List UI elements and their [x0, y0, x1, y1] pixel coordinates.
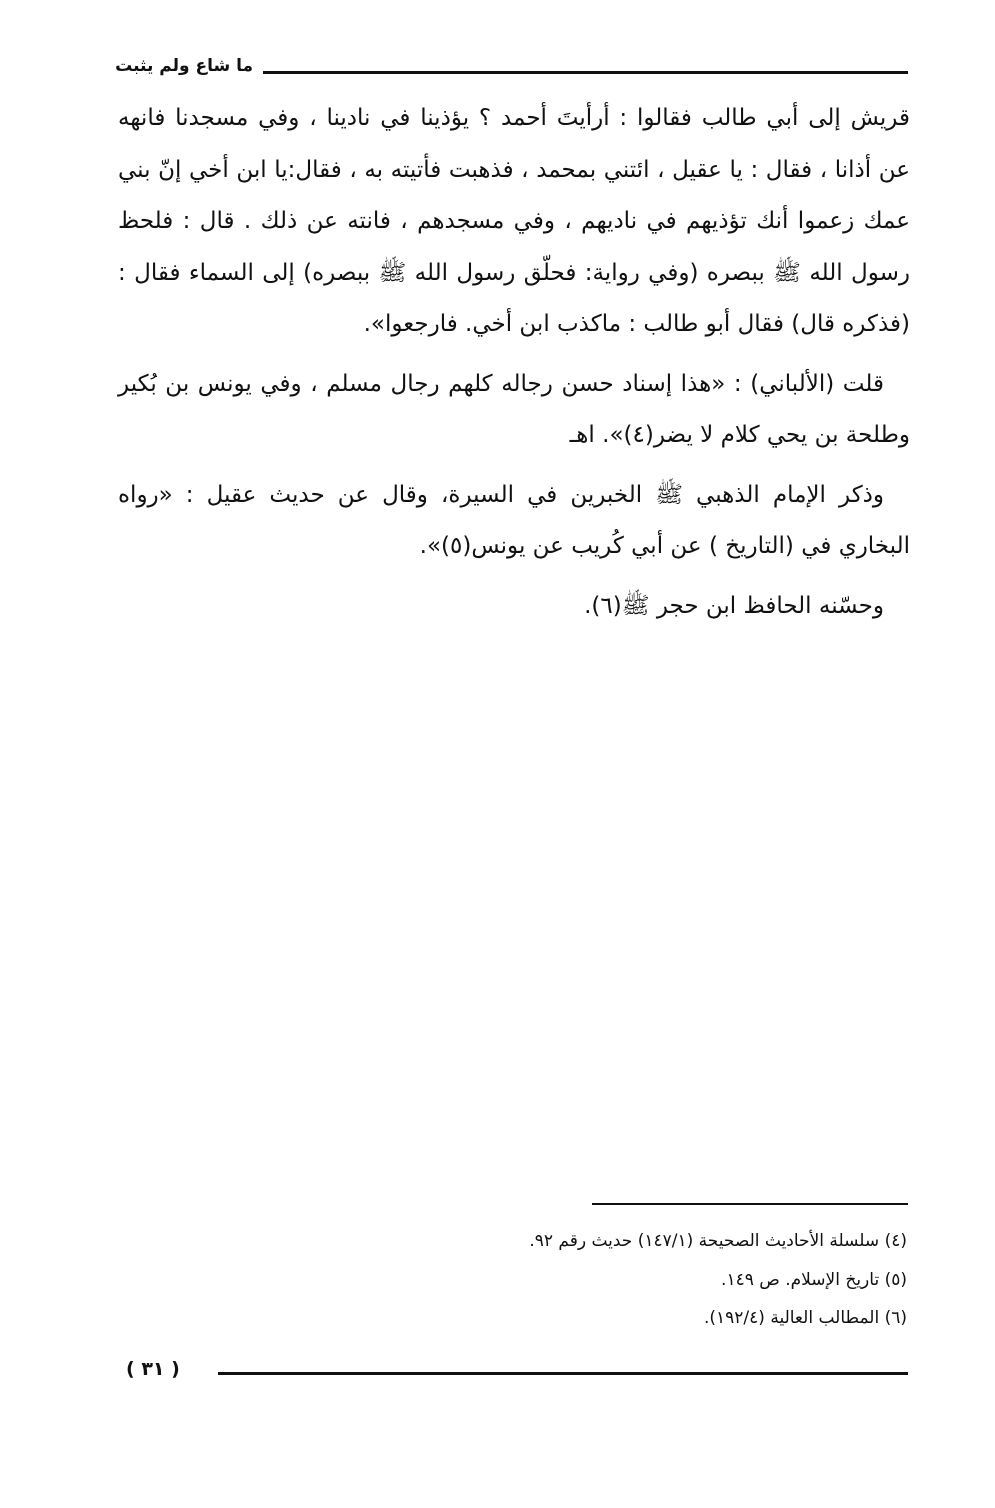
footnote-item: (٥) تاريخ الإسلام. ص ١٤٩. — [721, 1269, 907, 1290]
main-text — [118, 93, 910, 640]
paragraph-dhahabi-comment: وذكر الإمام الذهبي ﷺ الخبرين في السيرة، وقال عن حديث عقيل : «رواه البخاري في (التاريخ ) عن أبي كُريب عن يونس(٥)». — [118, 481, 910, 559]
footnote-item: (٤) سلسلة الأحاديث الصحيحة (١٤٧/١) حديث رقم ٩٢. — [529, 1231, 907, 1251]
footer-rule — [218, 1372, 908, 1375]
running-header-title: ما شاع ولم يثبت — [115, 56, 253, 76]
paragraph-albani-comment: قلت (الألباني) : «هذا إسناد حسن رجاله كلهم رجال مسلم ، وفي يونس بن بُكير وطلحة بن يحي كلام لا يضر(٤)». اهـ — [118, 370, 910, 448]
footnotes — [117, 1222, 907, 1338]
paragraph-hadith-continuation: قريش إلى أبي طالب فقالوا : أرأيتَ أحمد ؟ يؤذينا في نادينا ، وفي مسجدنا فانهه عن أذانا ، فقال : يا عقيل ، ائتني بمحمد ، فذهبت فأتيته به ، فقال:يا ابن أخي إنّ بني عمك زعموا أنك تؤذيهم في ناديهم ، وفي مسجدهم ، فانته عن ذلك . قال : فلحظ رسول الله ﷺ ببصره (وفي رواية: فحلّق رسول الله ﷺ ببصره) إلى السماء فقال : (فذكره قال) فقال أبو طالب : ماكذب ابن أخي. فارجعوا». — [118, 105, 910, 337]
header-rule — [263, 71, 908, 74]
footnote-item: (٦) المطالب العالية (١٩٢/٤). — [703, 1308, 907, 1328]
page-number: ( ٣١ ) — [126, 1358, 180, 1380]
footnote-separator — [592, 1203, 908, 1205]
paragraph-ibn-hajar-comment: وحسّنه الحافظ ابن حجر ﷺ(٦). — [584, 592, 884, 619]
